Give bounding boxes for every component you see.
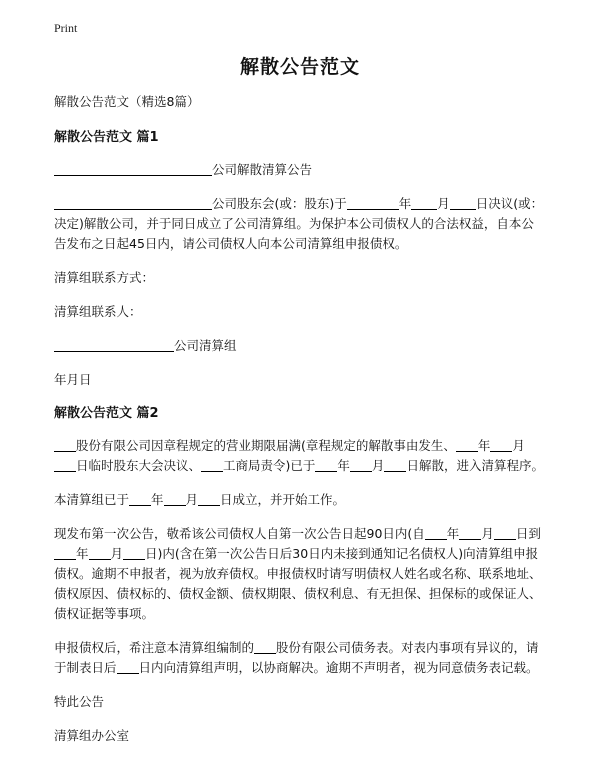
document-title: 解散公告范文 — [239, 56, 360, 78]
text-segment: 年 — [337, 458, 350, 473]
text-segment: 年 — [446, 526, 460, 541]
article-1-heading: 解散公告范文 篇1 — [54, 130, 159, 145]
blank-line — [54, 458, 76, 472]
article-1-notice-title — [54, 160, 546, 180]
text-segment: 本清算组已于 — [54, 492, 130, 507]
text-segment: 股份有限公司因章程规定的营业期限届满(章程规定的解散事由发生、 — [76, 438, 456, 453]
blank-line — [89, 546, 111, 560]
blank-line — [384, 458, 406, 472]
article-1-paragraph-1 — [54, 194, 546, 254]
text-segment: 月 — [481, 526, 494, 541]
blank-line — [129, 492, 151, 506]
blank-line — [117, 660, 139, 674]
blank-line — [494, 526, 516, 540]
text-segment: 日临时股东大会决议、 — [76, 458, 202, 473]
text-segment: 公司股东会(或：股东)于 — [212, 196, 347, 211]
article-2-signature: 清算组办公室 — [54, 728, 130, 743]
text-segment: 日决议(或：决定)解散公司，并于同日成立了公司清算组。为保护本公司债权人的合法权益，自本公告发布之日起45日内，请公司债权人向本公司清算组申报债权。 — [54, 196, 544, 251]
blank-line — [315, 458, 337, 472]
blank-line — [54, 438, 76, 452]
closing-statement: 特此公告 — [54, 694, 105, 709]
blank-line — [198, 492, 220, 506]
blank-line — [201, 458, 223, 472]
blank-line — [425, 526, 447, 540]
blank-line — [350, 458, 372, 472]
blank-line — [490, 438, 512, 452]
text-segment: 日内向清算组声明，以协商解决。逾期不声明者，视为同意债务表记载。 — [138, 660, 539, 675]
blank-line — [254, 640, 276, 654]
text-segment: 月 — [185, 492, 199, 507]
blank-line — [123, 546, 145, 560]
text-segment: 日到 — [515, 526, 541, 541]
text-segment: 工商局责令)已于 — [223, 458, 316, 473]
text-segment: 现发布第一次公告，敬希该公司债权人自第一次公告日起90日内(自 — [54, 526, 425, 541]
text-segment: 月 — [437, 196, 450, 211]
article-2-heading: 解散公告范文 篇2 — [54, 406, 159, 421]
text-segment: 年 — [76, 546, 89, 561]
document-body — [54, 92, 546, 760]
text-segment: 股份有限公司债务表。对表内事项有异议的，请于制表日后 — [54, 640, 539, 675]
blank-line — [411, 196, 437, 210]
text-segment: 公司清算组 — [174, 338, 237, 353]
article-2-paragraph-2 — [54, 490, 546, 510]
article-2-paragraph-1 — [54, 436, 546, 476]
text-segment: 月 — [371, 458, 385, 473]
article-2-paragraph-3 — [54, 524, 546, 624]
article-1-date: 年月日 — [54, 372, 92, 387]
blank-line — [54, 338, 174, 352]
text-segment: 年 — [477, 438, 491, 453]
text-segment: 月 — [110, 546, 124, 561]
blank-line — [450, 196, 476, 210]
blank-line — [164, 492, 186, 506]
print-link[interactable]: Print — [54, 21, 78, 35]
article-1-signature — [54, 336, 546, 356]
blank-line — [347, 196, 399, 210]
text-segment: 日解散，进入清算程序。 — [406, 458, 544, 473]
text-segment: 年 — [151, 492, 164, 507]
text-segment: 日)内(含在第一次公告日后30日内未接到通知记名债权人)向清算组申报债权。逾期不申报者，视为放弃债权。申报债权时请写明债权人姓名或名称、联系地址、债权原因、债权标的、债权金额、债权期限、债权利息、有无担保、担保标的或保证人、债权证据等事项。 — [54, 546, 542, 621]
text-segment: 年 — [398, 196, 412, 211]
blank-line — [54, 546, 76, 560]
blank-line — [456, 438, 478, 452]
article-2-paragraph-4 — [54, 638, 546, 678]
document-subtitle: 解散公告范文（精选8篇） — [54, 94, 200, 109]
text-segment: 申报债权后，希注意本清算组编制的 — [54, 640, 255, 655]
text-segment: 日成立，并开始工作。 — [220, 492, 346, 507]
notice-title-text: 公司解散清算公告 — [212, 162, 313, 177]
text-segment: 月 — [512, 438, 525, 453]
blank-line — [459, 526, 481, 540]
contact-person: 清算组联系人： — [54, 304, 142, 319]
blank-line — [54, 162, 212, 176]
contact-method: 清算组联系方式： — [54, 270, 155, 285]
blank-line — [54, 196, 212, 210]
